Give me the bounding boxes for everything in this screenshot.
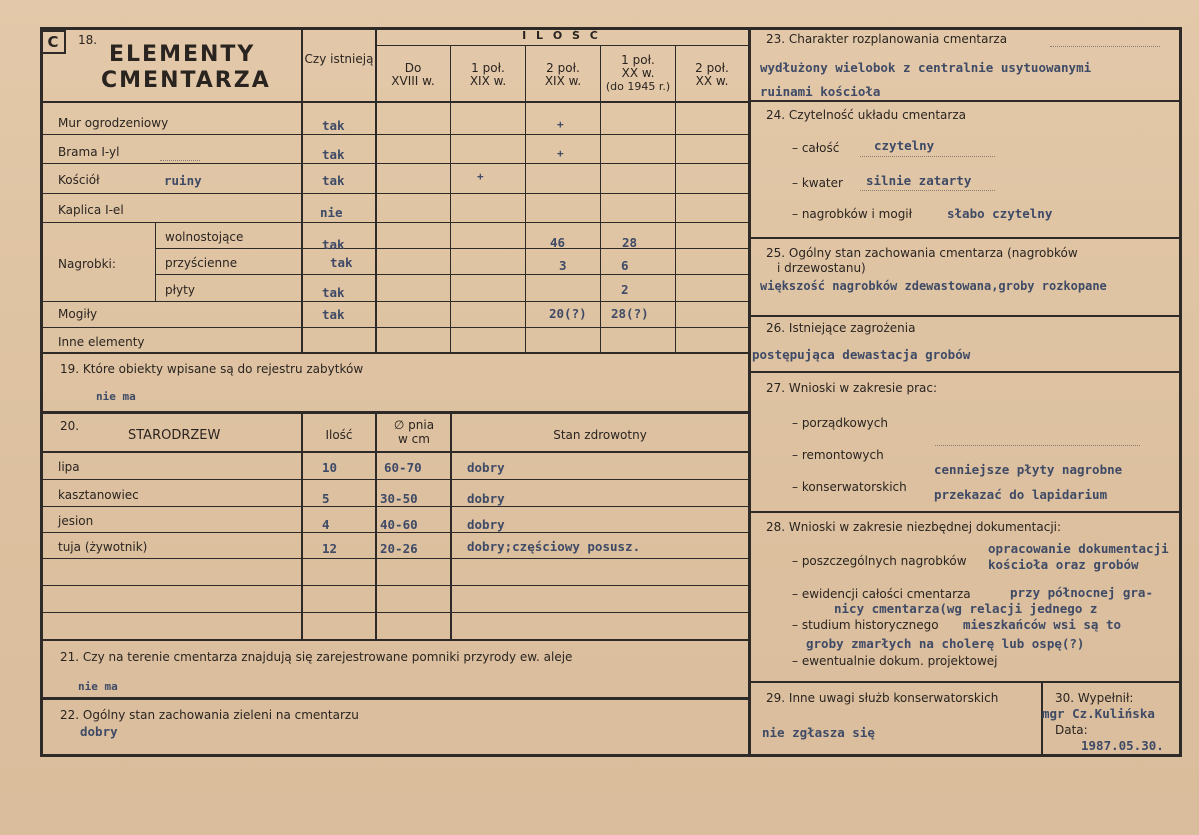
- s28-text-1: opracowanie dokumentacji: [988, 541, 1169, 556]
- s30-date: 1987.05.30.: [1081, 738, 1164, 753]
- row-mur-label: Mur ogrodzeniowy: [58, 116, 169, 130]
- row-wolno-p3: 46: [550, 235, 566, 250]
- s23-line2: ruinami kościoła: [760, 84, 881, 99]
- period-col-4: [601, 54, 675, 93]
- s20-hline-2: [40, 506, 748, 507]
- s18-hline-c: [40, 193, 748, 194]
- s18-header-hline: [40, 101, 748, 103]
- s20-hline-3: [40, 532, 748, 533]
- period-4-l3: (do 1945 r.): [605, 80, 671, 93]
- row-kaplica-exists: nie: [320, 205, 343, 220]
- tree-3-name: jesion: [58, 514, 94, 528]
- tree-2-diam: 30-50: [380, 491, 418, 506]
- row-brama-p3: +: [557, 147, 564, 160]
- s18-ilosc-hline: [375, 45, 748, 46]
- s21-label: 21. Czy na terenie cmentarza znajdują się zarejestrowane pomniki przyrody ew. aleje: [60, 650, 573, 664]
- period-1-l2: XVIII w.: [391, 74, 435, 88]
- s19-bottom-line: [40, 411, 748, 414]
- s20-hline-5: [40, 585, 748, 586]
- s25-label-2: i drzewostanu): [777, 261, 866, 275]
- s28-text-2: kościoła oraz grobów: [988, 557, 1139, 572]
- tree-4-name: tuja (żywotnik): [58, 540, 148, 554]
- s18-hline-e: [155, 248, 748, 249]
- s28-text-5: mieszkańców wsi są to: [963, 617, 1122, 632]
- row-nagrobki-label: Nagrobki:: [58, 257, 116, 271]
- s25-answer: większość nagrobków zdewastowana,groby rozkopane: [760, 279, 1107, 293]
- s18-hline-a: [40, 134, 748, 135]
- s27-bottom-line: [750, 511, 1180, 513]
- row-mur-p3: +: [557, 118, 564, 131]
- center-divider: [748, 27, 751, 757]
- s30-date-label: Data:: [1055, 723, 1088, 737]
- s24-item-2-label: – kwater: [792, 176, 843, 190]
- period-4-l1: 1 poł.: [621, 53, 655, 67]
- row-mur-exists: tak: [322, 118, 345, 133]
- s23-bottom-line: [750, 100, 1180, 102]
- s18-title-line1: ELEMENTY: [109, 42, 256, 67]
- s20-header-line: [40, 451, 748, 453]
- s18-vline-3: [450, 46, 451, 353]
- row-kaplica-label: Kaplica I-el: [58, 203, 124, 217]
- s27-label: 27. Wnioski w zakresie prac:: [766, 381, 938, 395]
- frame-bottom: [40, 754, 1182, 757]
- s23-line: [1050, 46, 1160, 47]
- row-plyty-exists: tak: [322, 285, 345, 300]
- s20-number: 20.: [60, 419, 80, 433]
- s30-label: 30. Wypełnił:: [1055, 691, 1134, 705]
- s21-bottom-line: [40, 697, 748, 700]
- row-kosciol-exists: tak: [322, 173, 345, 188]
- s19-answer: nie ma: [96, 390, 136, 403]
- row-przysc-label: przyścienne: [165, 256, 238, 270]
- s24-item-2-value: silnie zatarty: [866, 173, 972, 188]
- period-col-5: [676, 62, 748, 88]
- period-3-l2: XIX w.: [544, 74, 582, 88]
- tree-4-diam: 20-26: [380, 541, 418, 556]
- tree-2-state: dobry: [467, 491, 505, 506]
- s24-label: 24. Czytelność układu cmentarza: [766, 108, 966, 122]
- s28-item-4: – ewentualnie dokum. projektowej: [792, 654, 998, 668]
- row-kosciol-label: Kościół: [58, 173, 100, 187]
- row-kosciol-extra: ruiny: [164, 173, 202, 188]
- s21-answer: nie ma: [78, 680, 118, 693]
- tree-1-state: dobry: [467, 460, 505, 475]
- row-mogily-label: Mogiły: [58, 307, 98, 321]
- row-brama-line: [160, 160, 200, 161]
- s27-item-2: – remontowych: [792, 448, 884, 462]
- s26-answer: postępująca dewastacja grobów: [752, 347, 971, 362]
- tree-2-name: kasztanowiec: [58, 488, 139, 502]
- s28-bottom-line: [750, 681, 1180, 683]
- period-5-l2: XX w.: [695, 74, 729, 88]
- s20-hline-1: [40, 479, 748, 480]
- row-brama-label: Brama I-yl: [58, 145, 120, 159]
- s27-item-2-line: [935, 445, 1140, 446]
- s25-bottom-line: [750, 315, 1180, 317]
- s18-vline-6: [675, 46, 676, 353]
- s20-vline-1: [301, 413, 303, 640]
- s28-item-3: – studium historycznego: [792, 618, 939, 632]
- period-4-l2: XX w.: [621, 66, 655, 80]
- s20-hline-4: [40, 558, 748, 559]
- s24-item-1-value: czytelny: [874, 138, 935, 153]
- period-col-2: [451, 62, 525, 88]
- row-przysc-exists: tak: [330, 255, 353, 270]
- s18-hline-h: [40, 327, 748, 328]
- s24-item-1-label: – całość: [792, 141, 840, 155]
- period-2-l1: 1 poł.: [471, 61, 505, 75]
- s30-name: mgr Cz.Kulińska: [1042, 706, 1155, 721]
- s26-bottom-line: [750, 371, 1180, 373]
- tree-1-qty: 10: [322, 460, 338, 475]
- section-letter: C: [47, 33, 59, 51]
- s28-item-2: – ewidencji całości cmentarza: [792, 587, 971, 601]
- s18-vline-4: [525, 46, 526, 353]
- row-wolno-label: wolnostojące: [165, 230, 244, 244]
- s18-vline-1: [301, 30, 303, 353]
- s18-hline-end: [40, 352, 748, 354]
- s18-hline-b: [40, 163, 748, 164]
- row-wolno-exists: tak: [322, 237, 345, 252]
- s28-item-1: – poszczególnych nagrobków: [792, 554, 967, 568]
- s27-item-3: – konserwatorskich: [792, 480, 907, 494]
- s20-col-diam-l2: w cm: [398, 432, 430, 446]
- frame-right: [1179, 27, 1182, 757]
- s18-nagrobki-vline: [155, 222, 156, 302]
- row-mogily-p3: 20(?): [549, 306, 587, 321]
- tree-2-qty: 5: [322, 491, 330, 506]
- s29-answer: nie zgłasza się: [762, 725, 875, 740]
- s20-col-state: Stan zdrowotny: [553, 428, 647, 442]
- s25-label-1: 25. Ogólny stan zachowania cmentarza (nagrobków: [766, 246, 1078, 260]
- s24-item-3-label: – nagrobków i mogił: [792, 207, 913, 221]
- period-col-1: [376, 62, 450, 88]
- row-przysc-p3: 3: [559, 258, 567, 273]
- s18-number: 18.: [78, 33, 98, 47]
- s28-text-6: groby zmarłych na cholerę lub ospę(?): [806, 636, 1085, 651]
- s26-label: 26. Istniejące zagrożenia: [766, 321, 916, 335]
- tree-1-diam: 60-70: [384, 460, 422, 475]
- s20-hline-6: [40, 612, 748, 613]
- s28-text-4: nicy cmentarza(wg relacji jednego z: [834, 601, 1098, 616]
- row-plyty-p4: 2: [621, 282, 629, 297]
- s18-ilosc-header: I L O Ś Ć: [522, 29, 601, 42]
- row-plyty-label: płyty: [165, 283, 195, 297]
- row-brama-exists: tak: [322, 147, 345, 162]
- s18-hline-d: [40, 222, 748, 223]
- row-mogily-p4: 28(?): [611, 306, 649, 321]
- s28-label: 28. Wnioski w zakresie niezbędnej dokumentacji:: [766, 520, 1062, 534]
- row-przysc-p4: 6: [621, 258, 629, 273]
- row-mogily-exists: tak: [322, 307, 345, 322]
- s27-answer-1: cenniejsze płyty nagrobne: [934, 462, 1123, 477]
- s20-col-diam: [377, 418, 451, 446]
- period-2-l2: XIX w.: [469, 74, 507, 88]
- s22-answer: dobry: [80, 724, 118, 739]
- row-kosciol-p2: +: [477, 170, 484, 183]
- s20-hline-end: [40, 639, 748, 641]
- s18-hline-g: [40, 301, 748, 302]
- s29-label: 29. Inne uwagi służb konserwatorskich: [766, 691, 999, 705]
- period-5-l1: 2 poł.: [695, 61, 729, 75]
- s20-col-qty: Ilość: [325, 428, 353, 442]
- s23-line1: wydłużony wielobok z centralnie usytuowanymi: [760, 60, 1092, 75]
- s27-answer-2: przekazać do lapidarium: [934, 487, 1108, 502]
- s23-label: 23. Charakter rozplanowania cmentarza: [766, 32, 1008, 46]
- s27-item-1: – porządkowych: [792, 416, 888, 430]
- tree-3-qty: 4: [322, 517, 330, 532]
- row-inne-label: Inne elementy: [58, 335, 145, 349]
- tree-3-state: dobry: [467, 517, 505, 532]
- s20-vline-2: [375, 413, 377, 640]
- s20-vline-3: [450, 413, 452, 640]
- s18-hline-f: [155, 274, 748, 275]
- period-col-3: [526, 62, 600, 88]
- s24-item-1-line: [860, 156, 995, 157]
- period-3-l1: 2 poł.: [546, 61, 580, 75]
- s22-label: 22. Ogólny stan zachowania zieleni na cmentarzu: [60, 708, 359, 722]
- period-1-l1: Do: [404, 61, 422, 75]
- s24-item-2-line: [860, 190, 995, 191]
- section-letter-box: [40, 30, 66, 54]
- tree-1-name: lipa: [58, 460, 80, 474]
- s24-bottom-line: [750, 237, 1180, 239]
- tree-4-state: dobry;częściowy posusz.: [467, 539, 641, 554]
- s28-text-3: przy północnej gra-: [1010, 585, 1153, 600]
- s24-item-3-value: słabo czytelny: [947, 206, 1053, 221]
- row-wolno-p4: 28: [622, 235, 638, 250]
- s18-col-exists: Czy istnieją: [304, 52, 374, 66]
- s19-label: 19. Które obiekty wpisane są do rejestru zabytków: [60, 362, 364, 376]
- s20-col-diam-l1: ∅ pnia: [393, 418, 435, 432]
- s20-title: STARODRZEW: [128, 428, 221, 443]
- tree-3-diam: 40-60: [380, 517, 418, 532]
- frame-left: [40, 27, 43, 757]
- tree-4-qty: 12: [322, 541, 338, 556]
- s18-title-line2: CMENTARZA: [101, 68, 271, 93]
